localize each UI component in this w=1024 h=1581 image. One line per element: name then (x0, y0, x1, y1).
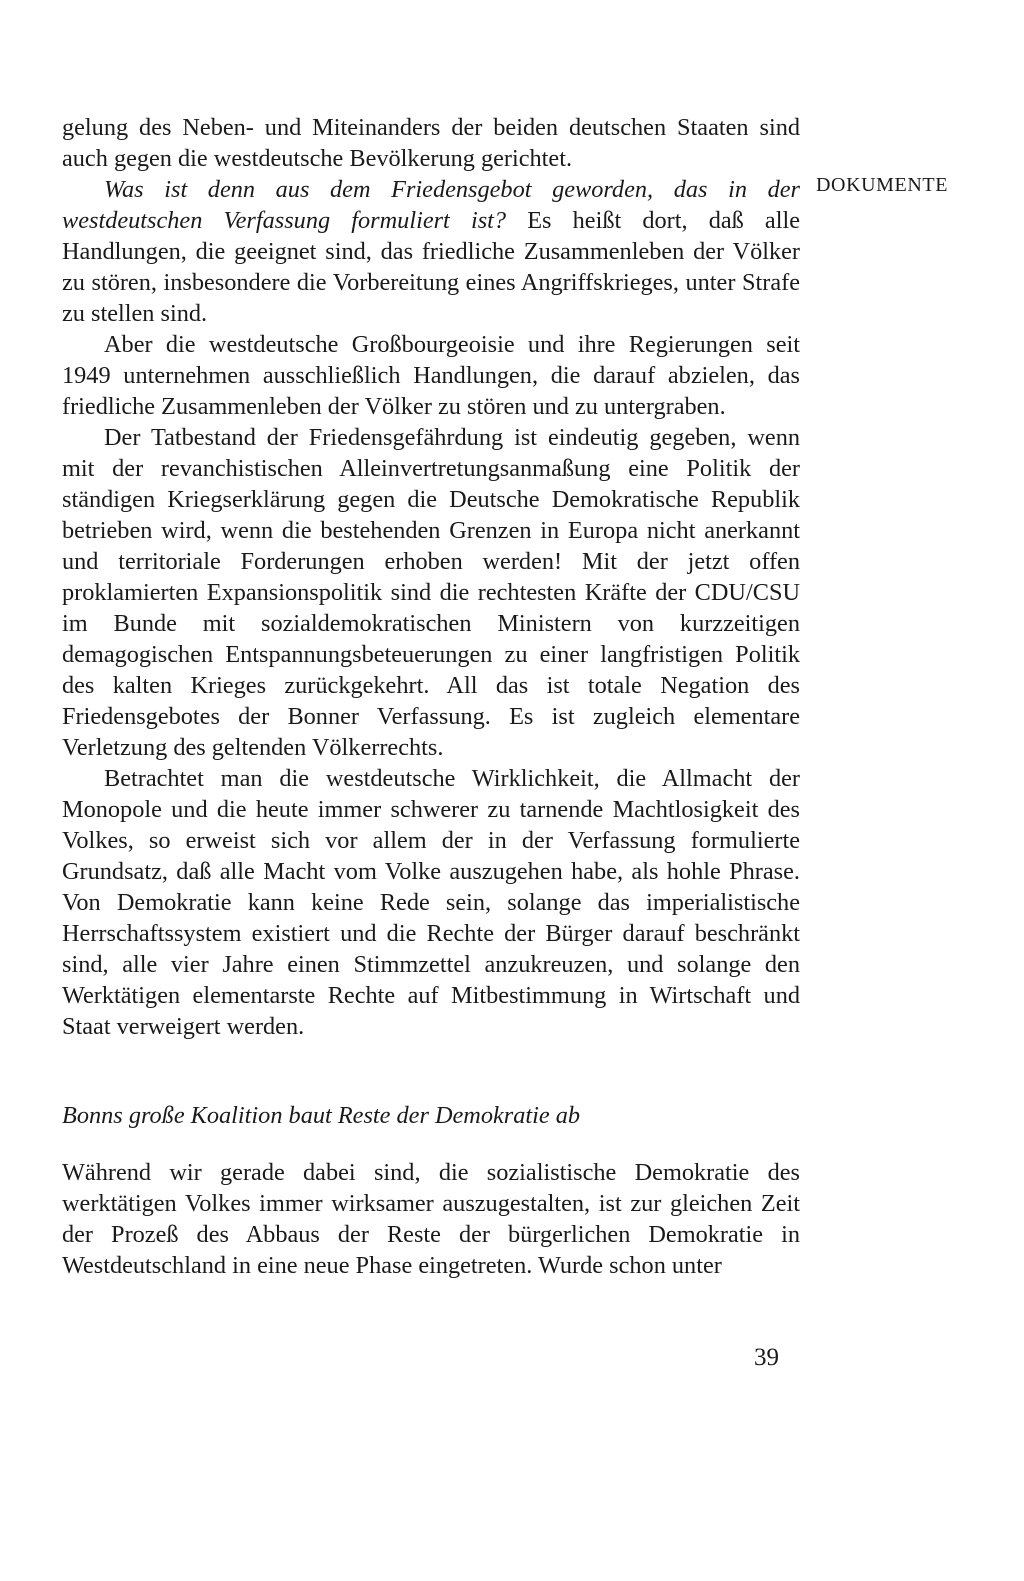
margin-note: DOKUMENTE (816, 174, 949, 196)
paragraph-4: Der Tatbestand der Friedensgefährdung ist eindeutig gegeben, wenn mit der revanchistischen Alleinvertretungsanmaßung eine Politik der ständigen Kriegserklärung gegen die Deutsche Demokratische Republik betrieben wird, wenn die bestehenden Grenzen in Europa nicht anerkannt und territoriale Forderungen erhoben werden! Mit der jetzt offen proklamierten Expansionspolitik sind die rechtesten Kräfte der CDU/CSU im Bunde mit sozialdemokratischen Ministern von kurzzeitigen demagogischen Entspannungsbeteuerungen zu einer langfristigen Politik des kalten Krieges zurückgekehrt. All das ist totale Negation des Friedensgebotes der Bonner Verfassung. Es ist zugleich elementare Verletzung des geltenden Völkerrechts. (62, 424, 800, 761)
paragraph-6: Während wir gerade dabei sind, die sozialistische Demokratie des werktätigen Volkes immer wirksamer auszugestalten, ist zur gleichen Zeit der Prozeß des Abbaus der Reste der bürgerlichen Demokratie in Westdeutschland in eine neue Phase eingetreten. Wurde schon unter (62, 1159, 800, 1279)
paragraph-3: Aber die westdeutsche Großbourgeoisie und ihre Regierungen seit 1949 unternehmen ausschließlich Handlungen, die darauf abzielen, das friedliche Zusammenleben der Völker zu stören und zu untergraben. (62, 331, 800, 420)
paragraph-1: gelung des Neben- und Miteinanders der beiden deutschen Staaten sind auch gegen die westdeutsche Bevölkerung gerichtet. (62, 114, 800, 172)
text-column (62, 112, 800, 1281)
paragraph-5: Betrachtet man die westdeutsche Wirklichkeit, die Allmacht der Monopole und die heute immer schwerer zu tarnende Machtlosigkeit des Volkes, so erweist sich vor allem der in der Verfassung formulierte Grundsatz, daß alle Macht vom Volke auszugehen habe, als hohle Phrase. Von Demokratie kann keine Rede sein, solange das imperialistische Herrschaftssystem existiert und die Rechte der Bürger darauf beschränkt sind, alle vier Jahre einen Stimmzettel anzukreuzen, und solange den Werktätigen elementarste Rechte auf Mitbestimmung in Wirtschaft und Staat verweigert werden. (62, 765, 800, 1040)
paragraph-2 (62, 174, 800, 329)
paragraph-2-italic: Was ist denn aus dem Friedensgebot geworden, das in der westdeutschen Verfassung formuliert ist? (62, 176, 800, 234)
paragraph-2-text: Es heißt dort, daß alle Handlungen, die geeignet sind, das friedliche Zusammenleben der Völker zu stören, insbesondere die Vorbereitung eines Angriffskrieges, unter Strafe zu stellen sind. (62, 207, 800, 327)
section-heading: Bonns große Koalition baut Reste der Demokratie ab (62, 1102, 581, 1129)
page-number: 39 (754, 1344, 779, 1371)
